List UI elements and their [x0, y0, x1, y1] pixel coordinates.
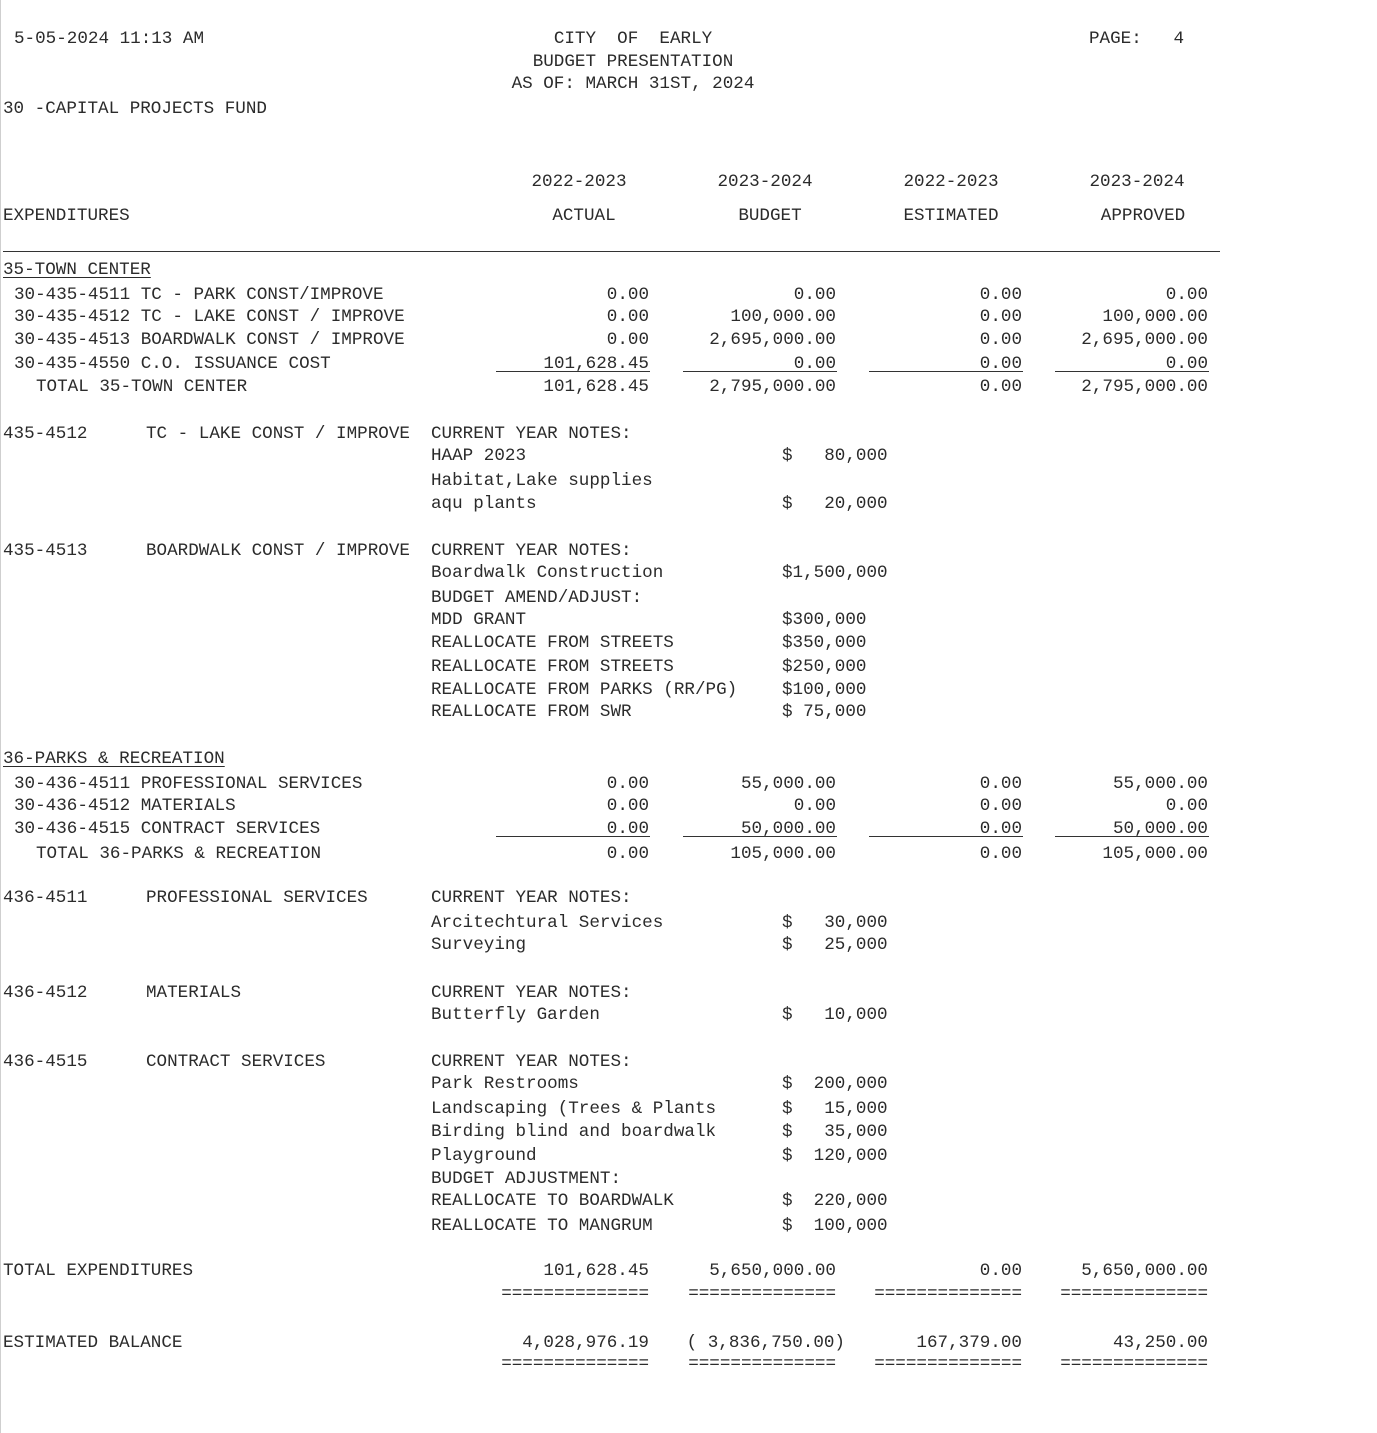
- subtotal-rule: [869, 836, 1023, 837]
- note-amount: $ 15,000: [782, 1099, 888, 1119]
- cell-actual: 0.00: [606, 796, 649, 816]
- row-label: 30-435-4512 TC - LAKE CONST / IMPROVE: [14, 307, 405, 327]
- note-text: Playground: [431, 1146, 537, 1166]
- city-name: CITY OF EARLY: [553, 29, 713, 49]
- note-text: HAAP 2023: [431, 446, 527, 466]
- note-text: Landscaping (Trees & Plants: [431, 1099, 717, 1119]
- cell-estimated: 0.00: [979, 330, 1022, 350]
- cell-budget: 50,000.00: [740, 819, 836, 839]
- cell-budget: ( 3,836,750.00): [686, 1333, 845, 1353]
- cell-approved: 2,695,000.00: [1081, 330, 1208, 350]
- cell-estimated: 0.00: [979, 844, 1022, 864]
- total-label: TOTAL 36-PARKS & RECREATION: [36, 844, 322, 864]
- notes-account-name: BOARDWALK CONST / IMPROVE: [146, 541, 410, 561]
- notes-code: 435-4513: [3, 541, 88, 561]
- row-label: 30-436-4512 MATERIALS: [14, 796, 236, 816]
- note-text: REALLOCATE TO MANGRUM: [431, 1216, 653, 1236]
- cell-estimated: 0.00: [979, 307, 1022, 327]
- notes-heading: CURRENT YEAR NOTES:: [431, 1052, 632, 1072]
- report-as-of: AS OF: MARCH 31ST, 2024: [511, 74, 755, 94]
- cell-budget: 0.00: [793, 354, 836, 374]
- cell-estimated: 0.00: [979, 377, 1022, 397]
- note-amount: $100,000: [782, 680, 867, 700]
- notes-account-name: TC - LAKE CONST / IMPROVE: [146, 424, 410, 444]
- col-year-approved: 2023-2024: [1089, 172, 1185, 192]
- cell-approved: 50,000.00: [1112, 819, 1208, 839]
- cell-actual: 0.00: [606, 285, 649, 305]
- fund-name: 30 -CAPITAL PROJECTS FUND: [3, 99, 267, 119]
- notes-heading: CURRENT YEAR NOTES:: [431, 888, 632, 908]
- double-rule: ==============: [1060, 1284, 1208, 1304]
- notes-heading: CURRENT YEAR NOTES:: [431, 983, 632, 1003]
- cell-approved: 0.00: [1165, 285, 1208, 305]
- cell-budget: 2,795,000.00: [709, 377, 836, 397]
- cell-actual: 0.00: [606, 330, 649, 350]
- note-amount: $ 80,000: [782, 446, 888, 466]
- note-amount: $350,000: [782, 633, 867, 653]
- cell-approved: 5,650,000.00: [1081, 1261, 1208, 1281]
- note-amount: $ 10,000: [782, 1005, 888, 1025]
- notes-account-name: MATERIALS: [146, 983, 242, 1003]
- subtotal-rule: [496, 371, 650, 372]
- double-rule: ==============: [501, 1284, 649, 1304]
- double-rule: ==============: [1060, 1354, 1208, 1374]
- note-amount: $ 100,000: [782, 1216, 888, 1236]
- cell-approved: 43,250.00: [1112, 1333, 1208, 1353]
- cell-budget: 105,000.00: [730, 844, 836, 864]
- cell-approved: 55,000.00: [1112, 774, 1208, 794]
- col-year-estimated: 2022-2023: [903, 172, 999, 192]
- cell-approved: 0.00: [1165, 354, 1208, 374]
- subtotal-rule: [1055, 836, 1209, 837]
- cell-estimated: 0.00: [979, 1261, 1022, 1281]
- double-rule: ==============: [688, 1284, 836, 1304]
- note-text: REALLOCATE FROM STREETS: [431, 657, 674, 677]
- cell-actual: 4,028,976.19: [522, 1333, 649, 1353]
- note-text: MDD GRANT: [431, 610, 527, 630]
- cell-estimated: 0.00: [979, 774, 1022, 794]
- section-title-town-center: 35-TOWN CENTER: [3, 260, 151, 280]
- note-text: REALLOCATE FROM STREETS: [431, 633, 674, 653]
- note-text: Boardwalk Construction: [431, 563, 664, 583]
- col-year-budget: 2023-2024: [717, 172, 813, 192]
- note-amount: $ 220,000: [782, 1191, 888, 1211]
- report-timestamp: 5-05-2024 11:13 AM: [14, 29, 205, 49]
- double-rule: ==============: [501, 1354, 649, 1374]
- cell-actual: 0.00: [606, 844, 649, 864]
- notes-code: 436-4511: [3, 888, 88, 908]
- cell-budget: 2,695,000.00: [709, 330, 836, 350]
- row-label: 30-435-4550 C.O. ISSUANCE COST: [14, 354, 331, 374]
- notes-code: 436-4512: [3, 983, 88, 1003]
- note-amount: $ 30,000: [782, 913, 888, 933]
- note-text: Birding blind and boardwalk: [431, 1122, 717, 1142]
- cell-actual: 101,628.45: [543, 354, 649, 374]
- double-rule: ==============: [874, 1354, 1022, 1374]
- note-amount: $ 200,000: [782, 1074, 888, 1094]
- note-text: REALLOCATE TO BOARDWALK: [431, 1191, 674, 1211]
- cell-budget: 0.00: [793, 796, 836, 816]
- subtotal-rule: [1055, 371, 1209, 372]
- cell-estimated: 167,379.00: [916, 1333, 1022, 1353]
- row-label: 30-435-4513 BOARDWALK CONST / IMPROVE: [14, 330, 405, 350]
- cell-actual: 101,628.45: [543, 1261, 649, 1281]
- note-text: Park Restrooms: [431, 1074, 579, 1094]
- total-label: TOTAL 35-TOWN CENTER: [36, 377, 248, 397]
- col-estimated: ESTIMATED: [903, 206, 999, 226]
- cell-approved: 0.00: [1165, 796, 1208, 816]
- cell-approved: 105,000.00: [1102, 844, 1208, 864]
- subtotal-rule: [869, 371, 1023, 372]
- cell-actual: 101,628.45: [543, 377, 649, 397]
- cell-estimated: 0.00: [979, 285, 1022, 305]
- cell-actual: 0.00: [606, 774, 649, 794]
- note-amount: $ 25,000: [782, 935, 888, 955]
- row-label: 30-436-4515 CONTRACT SERVICES: [14, 819, 321, 839]
- col-approved: APPROVED: [1100, 206, 1186, 226]
- cell-estimated: 0.00: [979, 354, 1022, 374]
- note-text: Butterfly Garden: [431, 1005, 600, 1025]
- report-title: BUDGET PRESENTATION: [532, 52, 734, 72]
- cell-budget: 5,650,000.00: [709, 1261, 836, 1281]
- notes-code: 435-4512: [3, 424, 88, 444]
- row-label: 30-435-4511 TC - PARK CONST/IMPROVE: [14, 285, 384, 305]
- total-expenditures-label: TOTAL EXPENDITURES: [3, 1261, 194, 1281]
- note-amount: $ 35,000: [782, 1122, 888, 1142]
- col-budget: BUDGET: [738, 206, 802, 226]
- estimated-balance-label: ESTIMATED BALANCE: [3, 1333, 183, 1353]
- subtotal-rule: [683, 371, 837, 372]
- subtotal-rule: [496, 836, 650, 837]
- note-amount: $250,000: [782, 657, 867, 677]
- note-amount: $1,500,000: [782, 563, 888, 583]
- expenditures-label: EXPENDITURES: [3, 206, 130, 226]
- double-rule: ==============: [688, 1354, 836, 1374]
- cell-approved: 2,795,000.00: [1081, 377, 1208, 397]
- cell-estimated: 0.00: [979, 819, 1022, 839]
- cell-approved: 100,000.00: [1102, 307, 1208, 327]
- note-text: REALLOCATE FROM SWR: [431, 702, 632, 722]
- notes-heading: CURRENT YEAR NOTES:: [431, 541, 632, 561]
- note-amount: $300,000: [782, 610, 867, 630]
- double-rule: ==============: [874, 1284, 1022, 1304]
- note-text: Habitat,Lake supplies: [431, 471, 653, 491]
- cell-budget: 55,000.00: [740, 774, 836, 794]
- section-title-parks: 36-PARKS & RECREATION: [3, 749, 225, 769]
- col-actual: ACTUAL: [552, 206, 616, 226]
- col-year-actual: 2022-2023: [531, 172, 627, 192]
- cell-actual: 0.00: [606, 307, 649, 327]
- subtotal-rule: [683, 836, 837, 837]
- cell-budget: 100,000.00: [730, 307, 836, 327]
- note-text: Surveying: [431, 935, 527, 955]
- cell-actual: 0.00: [606, 819, 649, 839]
- page-number: PAGE: 4: [1089, 29, 1185, 49]
- cell-estimated: 0.00: [979, 796, 1022, 816]
- note-amount: $ 120,000: [782, 1146, 888, 1166]
- note-text: REALLOCATE FROM PARKS (RR/PG): [431, 680, 738, 700]
- notes-account-name: PROFESSIONAL SERVICES: [146, 888, 368, 908]
- row-label: 30-436-4511 PROFESSIONAL SERVICES: [14, 774, 363, 794]
- header-rule: [3, 251, 1220, 252]
- note-text: Arcitechtural Services: [431, 913, 664, 933]
- notes-heading: CURRENT YEAR NOTES:: [431, 424, 632, 444]
- note-amount: $ 75,000: [782, 702, 867, 722]
- note-amount: $ 20,000: [782, 494, 888, 514]
- notes-code: 436-4515: [3, 1052, 88, 1072]
- cell-budget: 0.00: [793, 285, 836, 305]
- note-text: BUDGET ADJUSTMENT:: [431, 1169, 622, 1189]
- note-text: BUDGET AMEND/ADJUST:: [431, 588, 643, 608]
- notes-account-name: CONTRACT SERVICES: [146, 1052, 326, 1072]
- note-text: aqu plants: [431, 494, 537, 514]
